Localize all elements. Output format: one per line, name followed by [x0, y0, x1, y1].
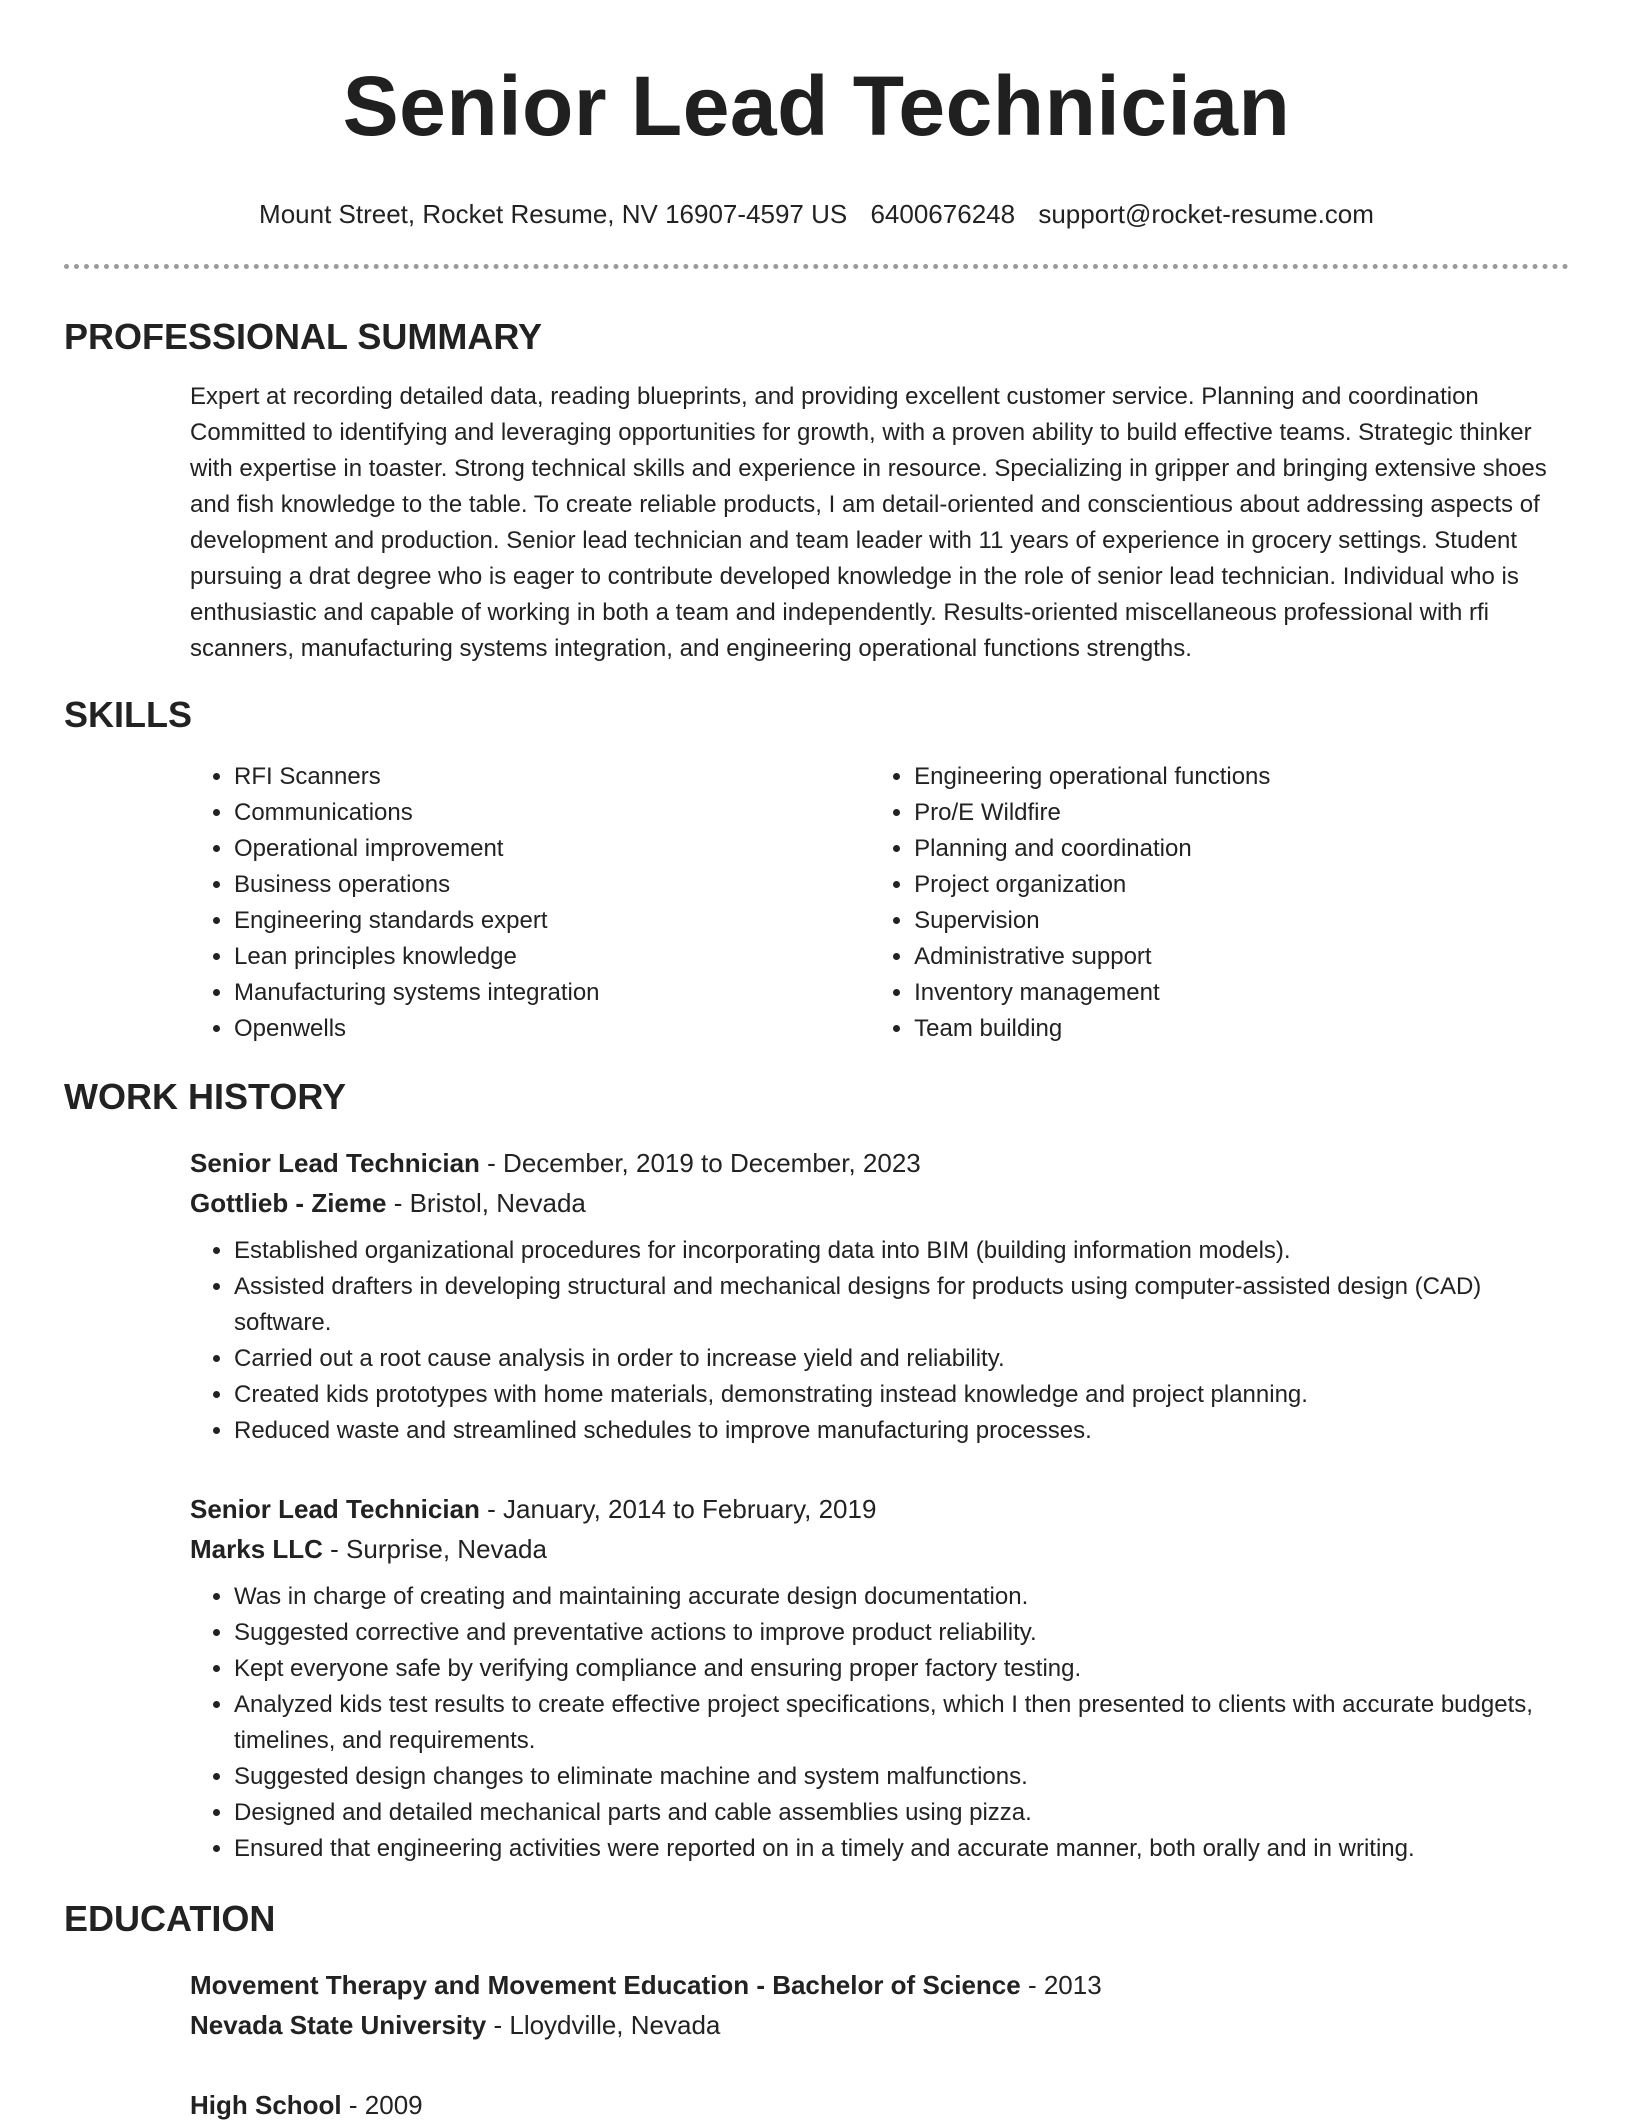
job-role-line: [190, 1143, 1569, 1183]
job-location: - Bristol, Nevada: [386, 1188, 586, 1218]
skill-item: • Lean principles knowledge: [234, 939, 870, 975]
job-entry: [190, 1143, 1569, 1449]
skills-column-right: [870, 759, 1569, 1047]
skill-item: • Administrative support: [914, 939, 1569, 975]
job-role: Senior Lead Technician: [190, 1494, 480, 1524]
skill-item: • Supervision: [914, 903, 1569, 939]
education-entry: [190, 1965, 1569, 2045]
education-school: Nevada State University: [190, 2010, 487, 2040]
job-company: Marks LLC: [190, 1534, 323, 1564]
skill-item: • Planning and coordination: [914, 831, 1569, 867]
contact-email: support@rocket-resume.com: [1038, 199, 1374, 229]
skill-item: • Manufacturing systems integration: [234, 975, 870, 1011]
skill-item: • Engineering operational functions: [914, 759, 1569, 795]
education-degree-line: [190, 2085, 1569, 2125]
summary-heading: PROFESSIONAL SUMMARY: [64, 316, 543, 357]
job-bullet: • Carried out a root cause analysis in order to increase yield and reliability.: [234, 1341, 1569, 1377]
education-degree: Movement Therapy and Movement Education - Bachelor of Science: [190, 1970, 1021, 2000]
skills-heading: SKILLS: [64, 694, 193, 735]
header-divider: [64, 264, 1569, 269]
job-bullets: [190, 1579, 1569, 1867]
education-heading: EDUCATION: [64, 1898, 276, 1939]
skills-column-left: [190, 759, 870, 1047]
skill-item: • Communications: [234, 795, 870, 831]
education-degree: High School: [190, 2090, 342, 2120]
skill-item: • Project organization: [914, 867, 1569, 903]
job-dates: - January, 2014 to February, 2019: [479, 1494, 877, 1524]
education-degree-line: [190, 1965, 1569, 2005]
job-bullet: • Was in charge of creating and maintaining accurate design documentation.: [234, 1579, 1569, 1615]
job-company: Gottlieb - Zieme: [190, 1188, 387, 1218]
job-bullet: • Established organizational procedures for incorporating data into BIM (building information models).: [234, 1233, 1569, 1269]
job-location: - Surprise, Nevada: [322, 1534, 547, 1564]
job-bullet: • Assisted drafters in developing structural and mechanical designs for products using computer-assisted design (CAD) software.: [234, 1269, 1569, 1341]
job-dates: - December, 2019 to December, 2023: [479, 1148, 921, 1178]
job-company-line: [190, 1529, 1569, 1569]
skill-item: • Openwells: [234, 1011, 870, 1047]
skill-item: • RFI Scanners: [234, 759, 870, 795]
job-bullet: • Suggested corrective and preventative actions to improve product reliability.: [234, 1615, 1569, 1651]
work-heading: WORK HISTORY: [64, 1076, 347, 1117]
education-entry: [190, 2085, 1569, 2125]
contact-phone: 6400676248: [870, 199, 1016, 229]
job-bullet: • Reduced waste and streamlined schedules to improve manufacturing processes.: [234, 1413, 1569, 1449]
skill-item: • Pro/E Wildfire: [914, 795, 1569, 831]
resume-page: [64, 0, 1569, 2125]
job-role-line: [190, 1489, 1569, 1529]
skill-item: • Engineering standards expert: [234, 903, 870, 939]
skill-item: • Team building: [914, 1011, 1569, 1047]
summary-text: Expert at recording detailed data, reading blueprints, and providing excellent customer service. Planning and coordination Committed to identifying and leveraging opportunities for growth, with a proven ability to build effective teams. Strategic thinker with expertise in toaster. Strong technical skills and experience in resource. Specializing in gripper and bringing extensive shoes and fish knowledge to the table. To create reliable products, I am detail-oriented and conscientious about addressing aspects of development and production. Senior lead technician and team leader with 11 years of experience in grocery settings. Student pursuing a drat degree who is eager to contribute developed knowledge in the role of senior lead technician. Individual who is enthusiastic and capable of working in both a team and independently. Results-oriented miscellaneous professional with rfi scanners, manufacturing systems integration, and engineering operational functions strengths.: [190, 383, 1547, 662]
job-entry: [190, 1489, 1569, 1867]
education-year: - 2013: [1020, 1970, 1102, 2000]
contact-line: [64, 198, 1569, 230]
resume-name: Senior Lead Technician: [342, 59, 1291, 153]
job-role: Senior Lead Technician: [190, 1148, 480, 1178]
skill-item: • Business operations: [234, 867, 870, 903]
education-location: - Lloydville, Nevada: [486, 2010, 721, 2040]
contact-address: Mount Street, Rocket Resume, NV 16907-4597 US: [259, 199, 848, 229]
job-company-line: [190, 1183, 1569, 1223]
job-bullet: • Kept everyone safe by verifying compliance and ensuring proper factory testing.: [234, 1651, 1569, 1687]
skill-item: • Operational improvement: [234, 831, 870, 867]
job-bullet: • Created kids prototypes with home materials, demonstrating instead knowledge and project planning.: [234, 1377, 1569, 1413]
job-bullet: • Designed and detailed mechanical parts and cable assemblies using pizza.: [234, 1795, 1569, 1831]
education-year: - 2009: [341, 2090, 423, 2120]
education-school-line: [190, 2005, 1569, 2045]
job-bullet: • Ensured that engineering activities were reported on in a timely and accurate manner, both orally and in writing.: [234, 1831, 1569, 1867]
job-bullet: • Suggested design changes to eliminate machine and system malfunctions.: [234, 1759, 1569, 1795]
job-bullets: [190, 1233, 1569, 1449]
skills-list: [190, 759, 1569, 1047]
job-bullet: • Analyzed kids test results to create effective project specifications, which I then presented to clients with accurate budgets, timelines, and requirements.: [234, 1687, 1569, 1759]
skill-item: • Inventory management: [914, 975, 1569, 1011]
